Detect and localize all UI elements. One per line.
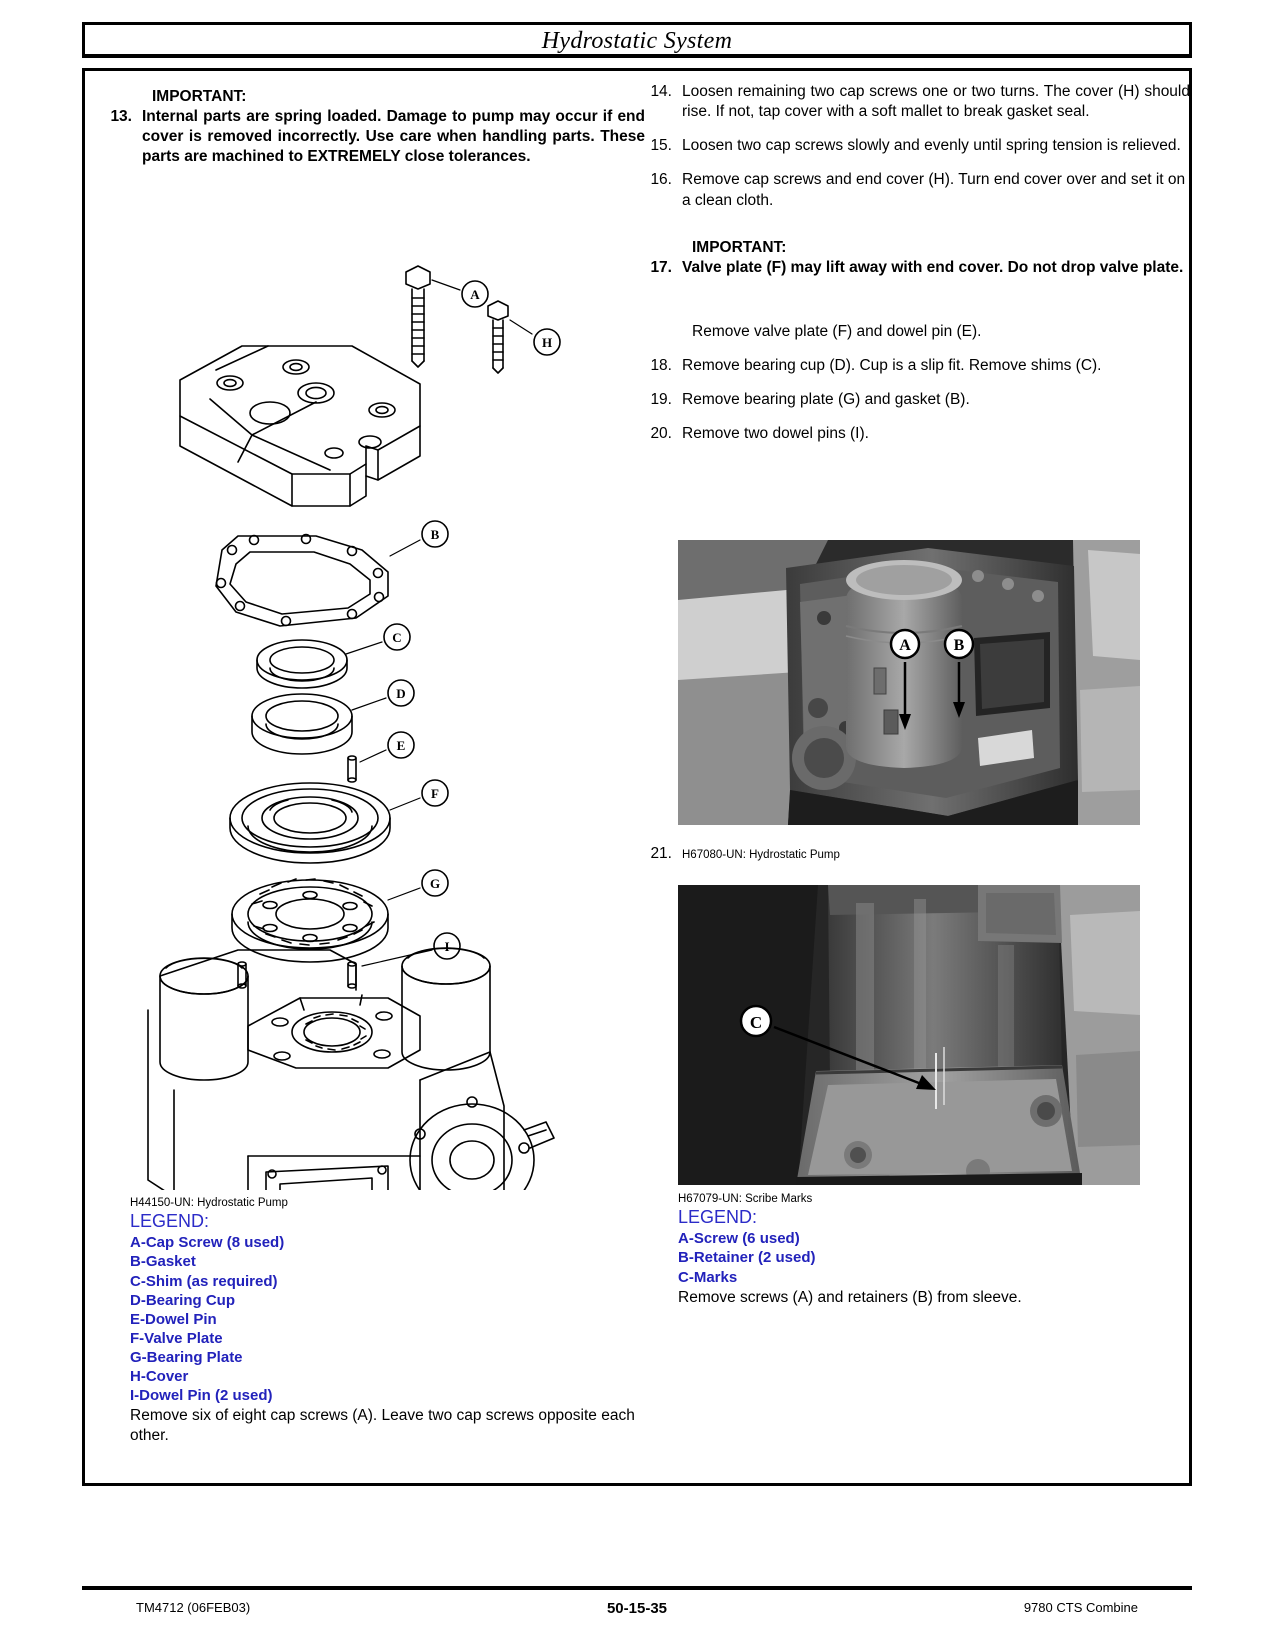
photo-hydrostatic-pump [678, 540, 1140, 825]
step-14 [640, 82, 1190, 122]
step-21-number: 21. [650, 845, 672, 862]
step-17 [640, 258, 1190, 278]
step-21-row [640, 845, 1190, 863]
footer-page-number: 50-15-35 [606, 1600, 668, 1617]
figure-id-left: H44150-UN: Hydrostatic Pump [130, 1197, 288, 1209]
legend-item-d-left: D-Bearing Cup [130, 1291, 235, 1309]
step-14-text: Loosen remaining two cap screws one or two turns. The cover (H) should rise. If not, tap cover with a soft mallet to break gasket seal. [682, 83, 1190, 121]
step-19 [640, 390, 1190, 410]
legend-heading-left: LEGEND: [130, 1211, 210, 1232]
step-16-number: 16. [650, 171, 672, 189]
legend-heading-right: LEGEND: [678, 1207, 758, 1228]
step-18-text: Remove bearing cup (D). Cup is a slip fit. Remove shims (C). [682, 356, 1102, 374]
step-13 [100, 107, 645, 167]
legend-item-c-right: C-Marks [678, 1268, 738, 1286]
legend-right [678, 1192, 1178, 1308]
callout-A: A [470, 287, 480, 302]
step-13-number: 13. [110, 108, 132, 125]
callout-C: C [392, 630, 402, 645]
legend-item-h-left: H-Cover [130, 1367, 189, 1385]
step-20-text: Remove two dowel pins (I). [682, 425, 869, 443]
step-18 [640, 356, 1190, 376]
step-17-number: 17. [650, 258, 672, 276]
step-20-number: 20. [650, 425, 672, 443]
photo1-callout-b: B [953, 637, 965, 654]
legend-item-a-right: A-Screw (6 used) [678, 1230, 800, 1248]
page-footer [82, 1600, 1192, 1624]
legend-left [130, 1196, 650, 1447]
step-15-number: 15. [650, 137, 672, 155]
callout-F: F [431, 786, 439, 801]
step-14-number: 14. [650, 83, 672, 100]
important-label-right: IMPORTANT: [692, 238, 787, 256]
callout-B: B [430, 527, 440, 542]
legend-item-c-left: C-Shim (as required) [130, 1272, 278, 1290]
step-19-number: 19. [650, 391, 672, 409]
legend-item-a-left: A-Cap Screw (8 used) [130, 1234, 285, 1252]
callout-G: G [429, 876, 441, 891]
step-17-follow-text: Remove valve plate (F) and dowel pin (E). [692, 322, 982, 340]
important-label-left: IMPORTANT: [152, 88, 247, 105]
photo-scribe-marks [678, 885, 1140, 1185]
left-column [100, 88, 645, 181]
legend-item-e-left: E-Dowel Pin [130, 1310, 217, 1328]
callout-I: I [444, 939, 450, 954]
legend-item-g-left: G-Bearing Plate [130, 1348, 243, 1366]
step-20 [640, 424, 1190, 444]
callout-D: D [396, 686, 406, 701]
callout-H: H [541, 335, 553, 350]
footer-model: 9780 CTS Combine [1023, 1600, 1138, 1615]
step-15 [640, 136, 1190, 156]
step-19-text: Remove bearing plate (G) and gasket (B). [682, 391, 970, 409]
legend-item-b-right: B-Retainer (2 used) [678, 1249, 816, 1267]
page-title: Hydrostatic System [541, 28, 733, 54]
legend-item-b-left: B-Gasket [130, 1253, 196, 1271]
figure-id-photo2: H67079-UN: Scribe Marks [678, 1193, 813, 1205]
figure-id-photo1: H67080-UN: Hydrostatic Pump [682, 849, 840, 861]
footer-rule [82, 1586, 1192, 1590]
step-16 [640, 170, 1190, 210]
page-header-box [82, 22, 1192, 58]
legend-after-text-right: Remove screws (A) and retainers (B) from sleeve. [678, 1288, 1022, 1306]
callout-E: E [396, 738, 406, 753]
photo2-callout-c: C [749, 1013, 763, 1032]
step-18-number: 18. [650, 356, 672, 374]
step-15-text: Loosen two cap screws slowly and evenly until spring tension is relieved. [682, 137, 1181, 155]
step-13-text: Internal parts are spring loaded. Damage to pump may occur if end cover is removed incorrectly. Use care when handling parts. These parts are machined to EXTREMELY close tolerances. [142, 108, 645, 166]
step-16-text: Remove cap screws and end cover (H). Turn end cover over and set it on a clean cloth. [682, 171, 1186, 209]
legend-item-i-left: I-Dowel Pin (2 used) [130, 1386, 273, 1404]
footer-document-id: TM4712 (06FEB03) [136, 1600, 251, 1615]
hydrostatic-pump-exploded-diagram [120, 250, 620, 1190]
photo1-callout-a: A [899, 637, 911, 654]
legend-item-f-left: F-Valve Plate [130, 1329, 223, 1347]
step-17-text: Valve plate (F) may lift away with end cover. Do not drop valve plate. [682, 258, 1184, 276]
legend-after-text-left: Remove six of eight cap screws (A). Leave two cap screws opposite each other. [130, 1406, 635, 1445]
right-column [640, 82, 1190, 458]
